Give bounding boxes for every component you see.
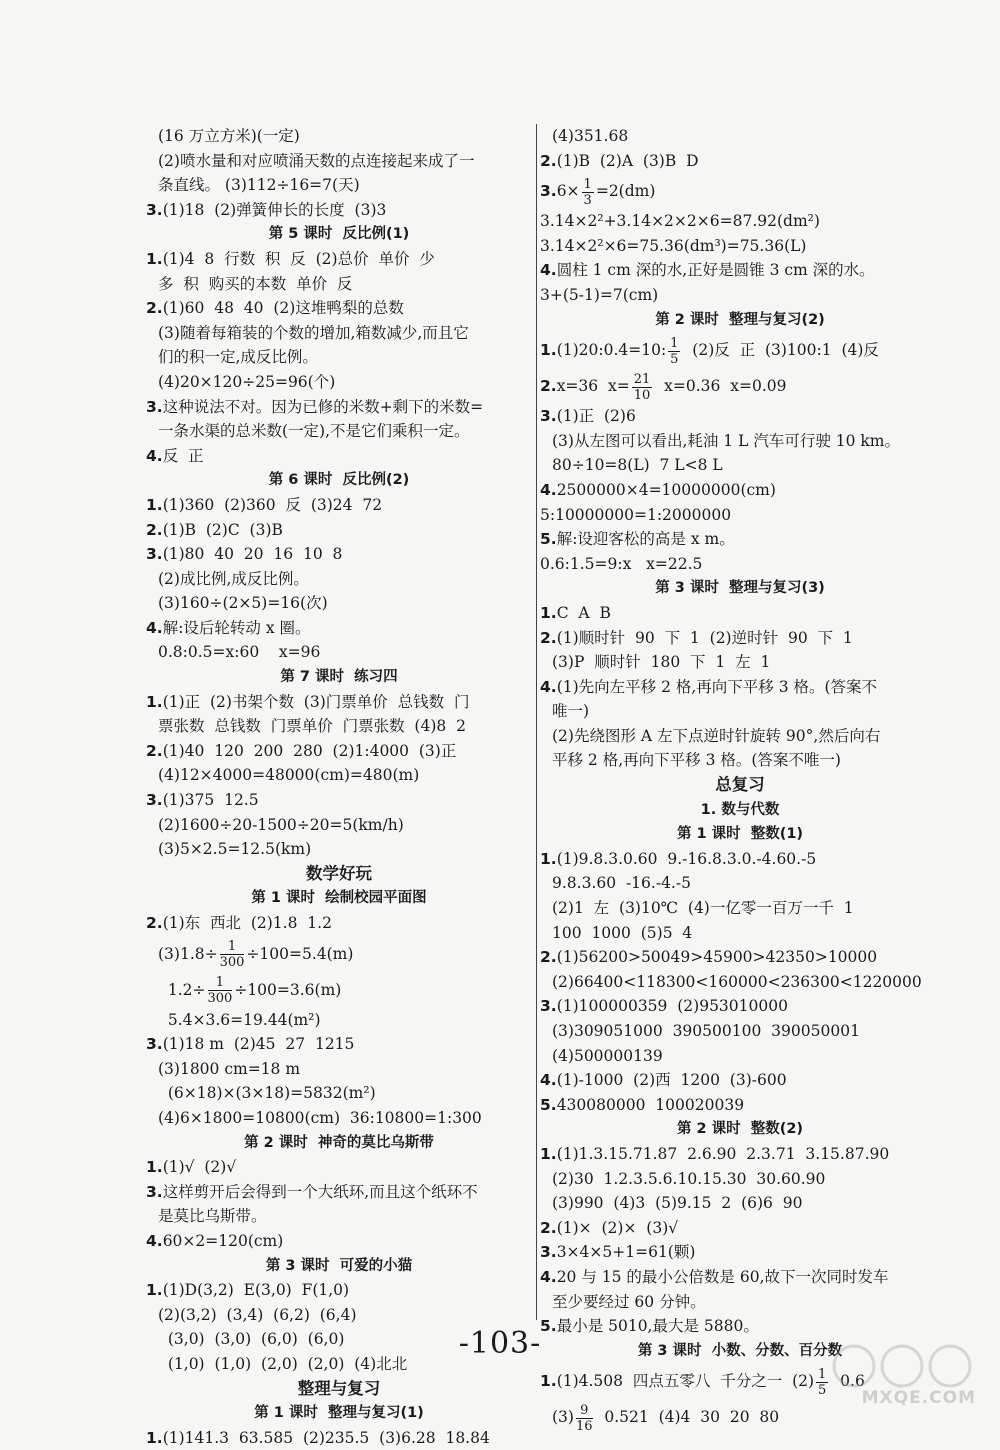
answer-line [540,1191,940,1216]
answer-text: (3)从左图可以看出,耗油 1 L 汽车可行驶 10 km。 [552,431,900,450]
answer-line [146,1303,532,1328]
answer-text: (1)375 12.5 [162,791,259,810]
answer-text: (2)66400<118300<160000<236300<1220000 [552,972,922,991]
heading-text: 第 6 课时 反比例(2) [268,472,410,489]
answer-line [146,1081,532,1106]
item-number: 3. [146,200,163,219]
item-number: 2. [146,741,163,760]
fraction [576,1403,593,1434]
answer-line [540,429,940,454]
answer-text: (3)160÷(2×5)=16(次) [158,594,328,613]
answer-text: (2)喷水量和对应喷涌天数的点连接起来成了一 [158,151,475,170]
answer-line [540,601,940,626]
answer-line [146,247,532,272]
answer-line [540,675,940,700]
answer-line [540,283,940,308]
answer-line [540,234,940,259]
item-number: 1. [146,692,163,711]
answer-line [540,1142,940,1167]
answer-text: 60×2=120(cm) [162,1231,284,1250]
answer-text: 430080000 100020039 [556,1095,745,1114]
answer-text: ÷100=3.6(m) [234,980,342,999]
item-number: 2. [540,948,557,967]
item-number: 4. [540,261,557,280]
item-number: 1. [146,1158,163,1177]
answer-text: (1)20:0.4=10: [556,341,667,360]
item-number: 3. [540,997,557,1016]
item-number: 5. [540,1095,557,1114]
answer-text: 3.14×2²+3.14×2×2×6=87.92(dm²) [540,212,820,231]
answer-text: 3+(5-1)=7(cm) [540,285,659,304]
answer-line [540,945,940,970]
answer-text: (1)√ (2)√ [162,1158,237,1177]
answer-line [540,724,940,749]
item-number: 1. [540,603,557,622]
lesson-heading [540,308,940,333]
answer-line [540,1265,940,1290]
answer-text: (1)4.508 四点五零八 千分之一 (2) [556,1372,815,1391]
answer-text: 0.6 [830,1372,865,1391]
lesson-heading [146,222,532,247]
answer-line [146,444,532,469]
answer-text: 5.4×3.6=19.44(m²) [158,1010,321,1029]
answer-text: 20 与 15 的最小公倍数是 60,故下一次同时发车 [556,1267,889,1286]
answer-text: 一条水渠的总米数(一定),不是它们乘积一定。 [158,422,470,441]
answer-text: (16 万立方米)(一定) [158,127,300,145]
item-number: 3. [146,397,163,416]
answer-text: 0.6:1.5=9:x x=22.5 [540,554,703,573]
answer-line [146,788,532,813]
answer-text: 这种说法不对。因为已修的米数+剩下的米数= [162,397,484,416]
lesson-heading [540,798,940,823]
section-heading [540,773,940,798]
answer-text: x=36 x= [556,377,630,396]
fraction [668,336,680,367]
answer-text: (3)P 顺时针 180 下 1 左 1 [552,653,771,672]
item-number: 3. [540,182,557,201]
answer-text: 多 积 购买的本数 单价 反 [158,274,353,293]
heading-text: 数学好玩 [306,863,372,883]
item-number: 4. [146,618,163,637]
answer-text: 票张数 总钱数 门票单价 门票张数 (4)8 2 [158,717,466,736]
answer-line [540,871,940,896]
answer-line [146,972,532,1008]
answer-line [540,527,940,552]
item-number: 4. [540,480,557,499]
answer-line [146,149,532,174]
answer-text: (1)56200>50049>45900>42350>10000 [556,948,878,967]
answer-text: x=0.36 x=0.09 [654,377,787,396]
answer-text: (1)360 (2)360 反 (3)24 72 [162,495,383,514]
answer-text: (2)反 正 (3)100:1 (4)反 [682,341,879,360]
answer-text: (1)1.3.15.71.87 2.6.90 2.3.71 3.15.87.90 [556,1144,890,1163]
answer-text: 3×4×5+1=61(颗) [556,1243,696,1262]
answer-text: 100 1000 (5)5 4 [552,923,693,942]
heading-text: 整理与复习 [297,1378,381,1398]
answer-text: (4)351.68 [552,127,629,145]
answer-text: (6×18)×(3×18)=5832(m²) [158,1084,376,1103]
answer-line [540,1167,940,1192]
page-number: -103- [458,1326,542,1361]
fraction-denominator: 5 [818,1382,827,1398]
answer-line [540,650,940,675]
heading-text: 第 2 课时 整理与复习(2) [655,311,825,328]
item-number: 5. [540,1317,557,1336]
item-number: 3. [146,545,163,564]
answer-line [146,370,532,395]
answer-line [146,936,532,972]
answer-line [146,395,532,420]
item-number: 3. [146,1035,163,1054]
answer-line [540,478,940,503]
answer-text: 3.14×2²×6=75.36(dm³)=75.36(L) [540,236,807,255]
answer-line [540,1240,940,1265]
answer-line [146,1155,532,1180]
item-number: 1. [146,1281,163,1300]
answer-text: (3)1800 cm=18 m [158,1059,301,1078]
lesson-heading [540,1117,940,1142]
lesson-heading [146,1254,532,1279]
heading-text: 第 2 课时 神奇的莫比乌斯带 [244,1134,434,1151]
answer-text: 解:设迎客松的高是 x m。 [556,530,735,549]
answer-text: (1)顺时针 90 下 1 (2)逆时针 90 下 1 [556,628,853,647]
item-number: 4. [540,677,557,696]
answer-line [540,368,940,404]
answer-line [540,1216,940,1241]
answer-text: (1)东 西北 (2)1.8 1.2 [162,914,332,932]
answer-line [540,552,940,577]
answer-line [540,896,940,921]
fraction-denominator: 10 [633,387,651,403]
item-number: 3. [540,407,557,426]
answer-line [146,567,532,592]
answer-line [540,332,940,368]
item-number: 4. [540,1267,557,1286]
item-number: 4. [146,1231,163,1250]
answer-line [146,493,532,518]
answer-text: (2)成比例,成反比例。 [158,569,309,588]
answer-line [146,518,532,543]
lesson-heading [146,1131,532,1156]
item-number: 5. [540,530,557,549]
answer-text: ÷100=5.4(m) [246,944,354,963]
answer-text: 圆柱 1 cm 深的水,正好是圆锥 3 cm 深的水。 [556,261,875,280]
answer-line [540,1290,940,1315]
answer-text: (2)1 左 (3)10℃ (4)一亿零一百万一千 1 [552,899,854,918]
heading-text: 总复习 [715,775,765,795]
answer-text: (1)正 (2)6 [556,407,636,426]
answer-line [146,1426,532,1450]
fraction-denominator: 5 [670,351,679,367]
item-number: 3. [146,1182,163,1201]
answer-text: (1)141.3 63.585 (2)235.5 (3)6.28 18.84 [162,1428,490,1447]
answer-line [540,1068,940,1093]
heading-text: 第 1 课时 绘制校园平面图 [251,890,427,907]
answer-line [146,1106,532,1131]
answer-line [146,419,532,444]
answer-text: (1)60 48 40 (2)这堆鸭梨的总数 [162,299,404,318]
answer-text: 是莫比乌斯带。 [158,1207,267,1226]
heading-text: 第 5 课时 反比例(1) [268,226,410,243]
fraction [816,1367,828,1398]
fraction [220,939,245,970]
answer-text: 反 正 [162,446,204,465]
fraction-numerator: 9 [576,1403,593,1419]
item-number: 2. [540,377,557,396]
item-number: 2. [146,914,163,932]
answer-text: 80÷10=8(L) 7 L<8 L [552,456,723,475]
lesson-heading [146,665,532,690]
heading-text: 第 3 课时 小数、分数、百分数 [637,1342,843,1359]
answer-line [540,1019,940,1044]
answer-text: 解:设后轮转动 x 圈。 [162,618,311,637]
answer-line [146,542,532,567]
heading-text: 第 3 课时 可爱的小猫 [265,1257,413,1274]
answer-line [540,1044,940,1069]
item-number: 2. [146,520,163,539]
fraction-numerator: 21 [633,371,651,387]
answer-line [146,616,532,641]
answer-text: C A B [556,603,611,622]
item-number: 1. [540,849,557,868]
fraction-denominator: 3 [583,192,592,208]
answer-text: 2500000×4=10000000(cm) [556,480,776,499]
left-column [146,124,532,1450]
answer-text: (2)先绕图形 A 左下点逆时针旋转 90°,然后向右 [552,726,881,745]
answer-text: (1)18 (2)弹簧伸长的长度 (3)3 [162,200,387,219]
fraction-numerator: 1 [583,176,592,192]
item-number: 1. [146,495,163,514]
item-number: 3. [146,791,163,810]
answer-text: 9.8.3.60 -16.-4.-5 [552,874,691,893]
answer-text: (1,0) (1,0) (2,0) (2,0) (4)北北 [158,1354,408,1373]
item-number: 1. [540,1144,557,1163]
answer-line [540,124,940,149]
answer-line [146,124,532,149]
fraction-denominator: 16 [575,1418,593,1434]
answer-line [146,591,532,616]
answer-line [146,1057,532,1082]
heading-text: 第 1 课时 整理与复习(1) [254,1405,424,1422]
answer-line [540,699,940,724]
answer-line [540,258,940,283]
answer-line [146,739,532,764]
answer-line [540,1093,940,1118]
answer-text: 最小是 5010,最大是 5880。 [556,1317,759,1336]
heading-text: 第 7 课时 练习四 [280,669,398,686]
heading-text: 第 2 课时 整数(2) [676,1121,804,1138]
answer-text: (4)12×4000=48000(cm)=480(m) [158,766,420,785]
answer-text: 条直线。 (3)112÷16=7(天) [158,176,360,195]
answer-line [146,345,532,370]
answer-line [146,813,532,838]
fraction-denominator: 300 [219,955,245,971]
answer-text: (2)1600÷20-1500÷20=5(km/h) [158,815,404,834]
heading-text: 第 3 课时 整理与复习(3) [655,580,825,597]
section-heading [146,1377,532,1402]
answer-line [146,911,532,936]
answer-line [146,198,532,223]
answer-text: (3) [552,1408,574,1427]
answer-text: (4)20×120÷25=96(个) [158,372,336,391]
answer-text: (1)先向左平移 2 格,再向下平移 3 格。(答案不 [556,677,878,696]
answer-line [540,404,940,429]
answer-text: (1)-1000 (2)西 1200 (3)-600 [556,1071,787,1090]
heading-text: 第 1 课时 整数(1) [676,826,804,843]
answer-text: (1)B (2)C (3)B [162,520,283,539]
fraction [208,975,233,1006]
answer-line [146,1278,532,1303]
answer-line [146,763,532,788]
section-heading [146,862,532,887]
answer-line [540,970,940,995]
fraction-numerator: 1 [818,1366,827,1382]
answer-text: 们的积一定,成反比例。 [158,348,318,367]
answer-text: (2)(3,2) (3,4) (6,2) (6,4) [158,1305,357,1324]
answer-text: 0.8:0.5=x:60 x=96 [158,643,321,662]
answer-line [540,209,940,234]
fraction-numerator: 1 [208,975,233,991]
fraction-numerator: 1 [670,335,679,351]
answer-text: 唯一) [552,702,590,721]
answer-line [146,714,532,739]
answer-line [146,1204,532,1229]
lesson-heading [146,468,532,493]
answer-line [146,837,532,862]
item-number: 1. [146,1428,163,1447]
answer-line [146,272,532,297]
answer-text: (1)18 m (2)45 27 1215 [162,1035,355,1054]
answer-text: (1)9.8.3.0.60 9.-16.8.3.0.-4.60.-5 [556,849,817,868]
item-number: 3. [540,1243,557,1262]
answer-line [540,453,940,478]
lesson-heading [146,886,532,911]
answer-text: (1)100000359 (2)953010000 [556,997,788,1016]
answer-text: (1)80 40 20 16 10 8 [162,545,343,564]
answer-text: 0.521 (4)4 30 20 80 [594,1408,780,1427]
answer-line [540,149,940,174]
watermark-text: MXQE.COM [861,1388,976,1408]
answer-text: (3)随着每箱装的个数的增加,箱数减少,而且它 [158,323,469,342]
item-number: 2. [540,151,557,170]
answer-line [146,1032,532,1057]
answer-line [146,173,532,198]
answer-text: (1)× (2)× (3)√ [556,1218,679,1237]
lesson-heading [540,822,940,847]
answer-text: (2)30 1.2.3.5.6.10.15.30 30.60.90 [552,1169,826,1188]
answer-text: (3)309051000 390500100 390050001 [552,1022,860,1040]
lesson-heading [146,1401,532,1426]
answer-line [540,847,940,872]
fraction-denominator: 300 [207,991,233,1007]
answer-text: 至少要经过 60 分钟。 [552,1292,706,1311]
heading-text: 1. 数与代数 [700,801,780,818]
answer-line [146,321,532,346]
fraction-numerator: 1 [220,939,245,955]
answer-text: (1)40 120 200 280 (2)1:4000 (3)正 [162,741,457,760]
answer-line [540,748,940,773]
answer-text: (3)5×2.5=12.5(km) [158,840,312,859]
answer-line [146,296,532,321]
answer-text: (3,0) (3,0) (6,0) (6,0) [158,1330,345,1349]
item-number: 1. [540,341,557,360]
answer-text: (1)D(3,2) E(3,0) F(1,0) [162,1281,350,1300]
lesson-heading [540,576,940,601]
column-divider [536,124,537,1320]
answer-text: (1)正 (2)书架个数 (3)门票单价 总钱数 门 [162,692,470,711]
answer-text: (1)B (2)A (3)B D [556,151,699,170]
answer-line [146,1229,532,1254]
answer-line [540,626,940,651]
answer-line [146,690,532,715]
answer-text: (3)1.8÷ [158,944,218,963]
item-number: 1. [540,1372,557,1391]
answer-text: (4)6×1800=10800(cm) 36:10800=1:300 [158,1108,482,1127]
fraction [632,372,653,403]
answer-line [540,173,940,209]
watermark-graphic-icon [832,1342,982,1392]
item-number: 4. [146,446,163,465]
answer-line [540,503,940,528]
item-number: 1. [146,249,163,268]
answer-text: 6× [556,182,580,201]
answer-line [146,640,532,665]
item-number: 4. [540,1071,557,1090]
fraction [582,177,594,208]
answer-text: 这样剪开后会得到一个大纸环,而且这个纸环不 [162,1182,478,1201]
answer-text: =2(dm) [595,182,656,201]
answer-line [146,1180,532,1205]
right-column [540,124,940,1435]
answer-line [540,921,940,946]
answer-text: (3)990 (4)3 (5)9.15 2 (6)6 90 [552,1194,803,1213]
answer-line [540,994,940,1019]
answer-text: (4)500000139 [552,1046,663,1065]
answer-text: 5:10000000=1:2000000 [540,505,732,524]
item-number: 2. [540,628,557,647]
answer-line [146,1008,532,1033]
item-number: 2. [540,1218,557,1237]
answer-text: 1.2÷ [158,980,206,999]
watermark-logo [832,1342,982,1408]
answer-text: 平移 2 格,再向下平移 3 格。(答案不唯一) [552,751,841,770]
item-number: 2. [146,299,163,318]
answer-text: (1)4 8 行数 积 反 (2)总价 单价 少 [162,249,435,268]
